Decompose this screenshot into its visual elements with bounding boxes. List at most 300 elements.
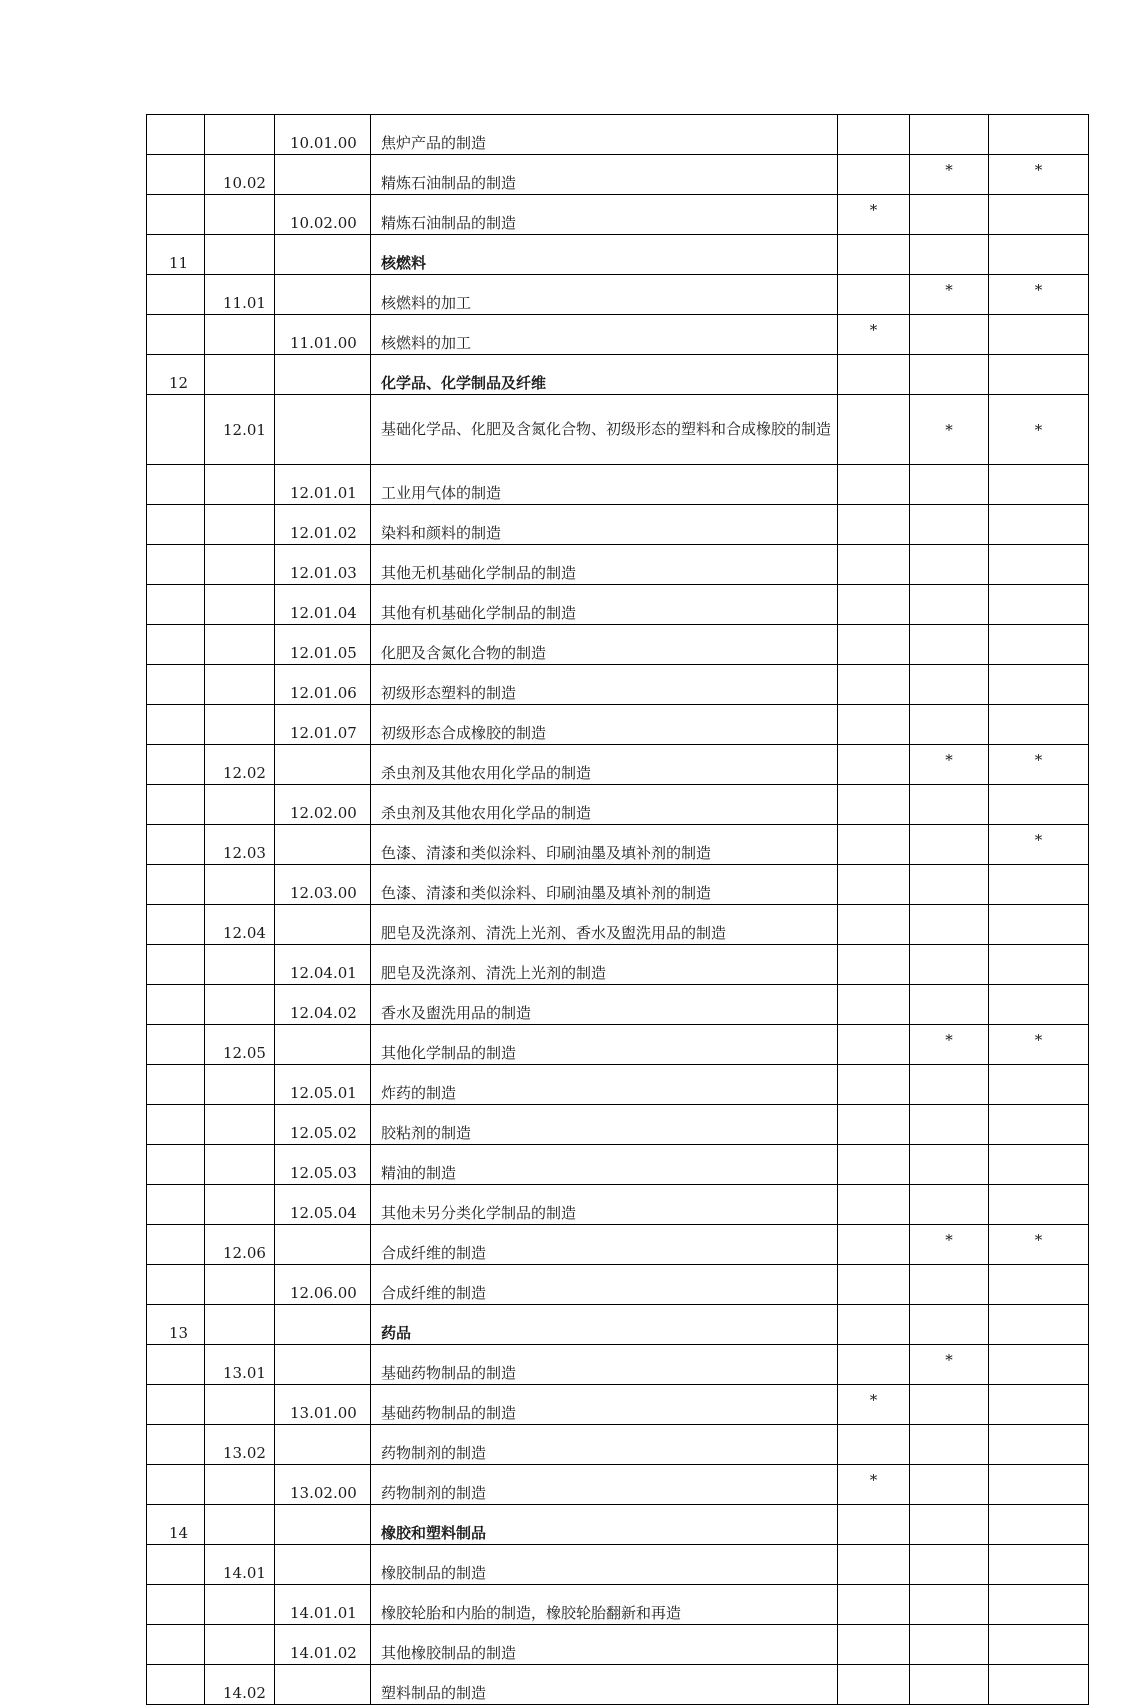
table-row — [147, 665, 1089, 705]
code-level2-cell: 12.03 — [205, 825, 275, 865]
mark-col3-cell — [989, 1585, 1089, 1625]
code-level1-cell — [147, 745, 205, 785]
table-row — [147, 115, 1089, 155]
code-level3-cell — [275, 1345, 371, 1385]
category-name-cell: 胶粘剂的制造 — [371, 1105, 838, 1145]
category-name-cell: 化肥及含氮化合物的制造 — [371, 625, 838, 665]
table-row — [147, 545, 1089, 585]
category-name-cell: 肥皂及洗涤剂、清洗上光剂、香水及盥洗用品的制造 — [371, 905, 838, 945]
code-level2-cell — [205, 985, 275, 1025]
category-name-cell: 染料和颜料的制造 — [371, 505, 838, 545]
code-level2-cell — [205, 1305, 275, 1345]
mark-col3-cell — [989, 355, 1089, 395]
mark-col2-cell — [910, 825, 989, 865]
mark-col2-cell — [910, 585, 989, 625]
code-level2-cell: 12.05 — [205, 1025, 275, 1065]
mark-col1-cell — [838, 235, 910, 275]
mark-col3-cell — [989, 865, 1089, 905]
code-level2-cell — [205, 1185, 275, 1225]
code-level2-cell — [205, 1105, 275, 1145]
mark-col1-cell — [838, 465, 910, 505]
industry-classification-table — [146, 114, 1089, 1705]
code-level3-cell: 13.01.00 — [275, 1385, 371, 1425]
code-level2-cell: 13.02 — [205, 1425, 275, 1465]
mark-col1-cell — [838, 585, 910, 625]
code-level2-cell — [205, 945, 275, 985]
mark-col2-cell — [910, 115, 989, 155]
mark-col2-cell — [910, 705, 989, 745]
code-level2-cell — [205, 115, 275, 155]
code-level1-cell — [147, 865, 205, 905]
code-level1-cell: 12 — [147, 355, 205, 395]
mark-col3-cell — [989, 1105, 1089, 1145]
table-row — [147, 825, 1089, 865]
table-row — [147, 1665, 1089, 1705]
code-level1-cell — [147, 1265, 205, 1305]
mark-col3-cell — [989, 1345, 1089, 1385]
table-row — [147, 905, 1089, 945]
mark-col2-cell — [910, 315, 989, 355]
mark-col1-cell — [838, 1065, 910, 1105]
code-level3-cell — [275, 1305, 371, 1345]
table-row — [147, 355, 1089, 395]
table-row — [147, 1545, 1089, 1585]
code-level3-cell — [275, 355, 371, 395]
table-row — [147, 625, 1089, 665]
table-row — [147, 1305, 1089, 1345]
code-level3-cell: 10.01.00 — [275, 115, 371, 155]
mark-col3-cell — [989, 585, 1089, 625]
category-name-cell: 塑料制品的制造 — [371, 1665, 838, 1705]
mark-col3-cell — [989, 545, 1089, 585]
code-level1-cell — [147, 465, 205, 505]
code-level2-cell: 12.01 — [205, 395, 275, 465]
table-row — [147, 945, 1089, 985]
mark-col2-cell — [910, 785, 989, 825]
category-name-cell: 工业用气体的制造 — [371, 465, 838, 505]
table-row — [147, 1105, 1089, 1145]
code-level3-cell — [275, 1545, 371, 1585]
code-level3-cell — [275, 235, 371, 275]
category-name-cell: 药品 — [371, 1305, 838, 1345]
mark-col2-cell — [910, 1505, 989, 1545]
table-row — [147, 315, 1089, 355]
code-level1-cell — [147, 1185, 205, 1225]
mark-col2-cell: * — [910, 275, 989, 315]
mark-col2-cell: * — [910, 745, 989, 785]
mark-col2-cell — [910, 905, 989, 945]
code-level1-cell: 11 — [147, 235, 205, 275]
code-level2-cell — [205, 355, 275, 395]
mark-col3-cell — [989, 625, 1089, 665]
category-name-cell: 色漆、清漆和类似涂料、印刷油墨及填补剂的制造 — [371, 865, 838, 905]
code-level2-cell — [205, 1585, 275, 1625]
mark-col2-cell — [910, 1465, 989, 1505]
mark-col2-cell — [910, 1305, 989, 1345]
code-level1-cell — [147, 705, 205, 745]
code-level2-cell: 12.02 — [205, 745, 275, 785]
mark-col2-cell — [910, 1625, 989, 1665]
code-level3-cell: 13.02.00 — [275, 1465, 371, 1505]
code-level3-cell: 12.01.06 — [275, 665, 371, 705]
mark-col2-cell — [910, 1585, 989, 1625]
code-level1-cell — [147, 155, 205, 195]
mark-col3-cell — [989, 1545, 1089, 1585]
category-name-cell: 核燃料的加工 — [371, 275, 838, 315]
mark-col1-cell: * — [838, 195, 910, 235]
mark-col1-cell: * — [838, 1465, 910, 1505]
mark-col1-cell — [838, 745, 910, 785]
table-row — [147, 985, 1089, 1025]
mark-col1-cell — [838, 1625, 910, 1665]
code-level2-cell: 14.01 — [205, 1545, 275, 1585]
table-row — [147, 395, 1089, 465]
code-level1-cell — [147, 1145, 205, 1185]
mark-col3-cell — [989, 235, 1089, 275]
code-level2-cell — [205, 625, 275, 665]
code-level2-cell — [205, 585, 275, 625]
code-level1-cell — [147, 1385, 205, 1425]
mark-col1-cell — [838, 945, 910, 985]
mark-col3-cell: * — [989, 1225, 1089, 1265]
mark-col3-cell — [989, 1305, 1089, 1345]
table-row — [147, 1145, 1089, 1185]
code-level3-cell: 12.04.02 — [275, 985, 371, 1025]
mark-col1-cell — [838, 1505, 910, 1545]
code-level3-cell: 12.01.05 — [275, 625, 371, 665]
mark-col1-cell — [838, 1145, 910, 1185]
mark-col1-cell — [838, 1545, 910, 1585]
mark-col2-cell: * — [910, 395, 989, 465]
code-level1-cell — [147, 275, 205, 315]
code-level3-cell: 12.01.03 — [275, 545, 371, 585]
code-level1-cell — [147, 625, 205, 665]
code-level3-cell — [275, 1225, 371, 1265]
mark-col1-cell — [838, 1225, 910, 1265]
mark-col3-cell — [989, 1425, 1089, 1465]
code-level2-cell: 12.04 — [205, 905, 275, 945]
code-level2-cell: 12.06 — [205, 1225, 275, 1265]
category-name-cell: 橡胶和塑料制品 — [371, 1505, 838, 1545]
code-level2-cell: 10.02 — [205, 155, 275, 195]
code-level1-cell — [147, 1425, 205, 1465]
mark-col3-cell — [989, 1385, 1089, 1425]
table-row — [147, 1065, 1089, 1105]
table-row — [147, 235, 1089, 275]
category-name-cell: 香水及盥洗用品的制造 — [371, 985, 838, 1025]
mark-col2-cell — [910, 1105, 989, 1145]
mark-col3-cell — [989, 1065, 1089, 1105]
table-row — [147, 155, 1089, 195]
code-level3-cell: 12.05.02 — [275, 1105, 371, 1145]
mark-col1-cell — [838, 705, 910, 745]
mark-col1-cell — [838, 355, 910, 395]
code-level3-cell: 12.05.01 — [275, 1065, 371, 1105]
code-level1-cell — [147, 665, 205, 705]
category-name-cell: 基础药物制品的制造 — [371, 1385, 838, 1425]
mark-col2-cell — [910, 865, 989, 905]
mark-col1-cell — [838, 155, 910, 195]
category-name-cell: 杀虫剂及其他农用化学品的制造 — [371, 745, 838, 785]
code-level3-cell: 14.01.01 — [275, 1585, 371, 1625]
code-level3-cell — [275, 155, 371, 195]
mark-col3-cell: * — [989, 155, 1089, 195]
table-row — [147, 275, 1089, 315]
mark-col3-cell — [989, 985, 1089, 1025]
mark-col3-cell — [989, 465, 1089, 505]
mark-col2-cell — [910, 1545, 989, 1585]
code-level3-cell: 12.05.04 — [275, 1185, 371, 1225]
code-level2-cell — [205, 665, 275, 705]
mark-col2-cell — [910, 355, 989, 395]
category-name-cell: 橡胶轮胎和内胎的制造，橡胶轮胎翻新和再造 — [371, 1585, 838, 1625]
code-level1-cell — [147, 1345, 205, 1385]
mark-col3-cell: * — [989, 745, 1089, 785]
code-level2-cell — [205, 545, 275, 585]
mark-col2-cell — [910, 1425, 989, 1465]
mark-col2-cell — [910, 1265, 989, 1305]
code-level1-cell — [147, 1465, 205, 1505]
table-row — [147, 1025, 1089, 1065]
code-level3-cell — [275, 745, 371, 785]
mark-col3-cell — [989, 905, 1089, 945]
code-level2-cell — [205, 1625, 275, 1665]
code-level1-cell — [147, 985, 205, 1025]
category-name-cell: 精炼石油制品的制造 — [371, 195, 838, 235]
code-level3-cell — [275, 1425, 371, 1465]
code-level2-cell — [205, 505, 275, 545]
mark-col2-cell — [910, 505, 989, 545]
code-level3-cell: 11.01.00 — [275, 315, 371, 355]
table-row — [147, 1465, 1089, 1505]
code-level2-cell — [205, 195, 275, 235]
code-level3-cell: 12.01.07 — [275, 705, 371, 745]
category-name-cell: 化学品、化学制品及纤维 — [371, 355, 838, 395]
mark-col1-cell — [838, 905, 910, 945]
mark-col3-cell: * — [989, 395, 1089, 465]
mark-col3-cell — [989, 1185, 1089, 1225]
code-level1-cell — [147, 1225, 205, 1265]
mark-col2-cell — [910, 1665, 989, 1705]
table-row — [147, 1425, 1089, 1465]
mark-col3-cell — [989, 505, 1089, 545]
code-level1-cell — [147, 1625, 205, 1665]
code-level1-cell — [147, 545, 205, 585]
mark-col2-cell — [910, 1185, 989, 1225]
table-row — [147, 195, 1089, 235]
code-level3-cell — [275, 395, 371, 465]
category-name-cell: 初级形态合成橡胶的制造 — [371, 705, 838, 745]
code-level1-cell — [147, 825, 205, 865]
mark-col1-cell — [838, 1585, 910, 1625]
mark-col1-cell — [838, 505, 910, 545]
category-name-cell: 色漆、清漆和类似涂料、印刷油墨及填补剂的制造 — [371, 825, 838, 865]
table-row — [147, 1265, 1089, 1305]
code-level1-cell — [147, 505, 205, 545]
category-name-cell: 杀虫剂及其他农用化学品的制造 — [371, 785, 838, 825]
code-level3-cell — [275, 825, 371, 865]
code-level1-cell — [147, 905, 205, 945]
table-row — [147, 585, 1089, 625]
mark-col3-cell — [989, 1265, 1089, 1305]
mark-col3-cell — [989, 315, 1089, 355]
category-name-cell: 合成纤维的制造 — [371, 1225, 838, 1265]
code-level2-cell — [205, 315, 275, 355]
mark-col2-cell — [910, 465, 989, 505]
mark-col2-cell — [910, 1385, 989, 1425]
mark-col1-cell: * — [838, 1385, 910, 1425]
mark-col1-cell — [838, 275, 910, 315]
mark-col2-cell — [910, 985, 989, 1025]
table-row — [147, 1385, 1089, 1425]
mark-col3-cell — [989, 785, 1089, 825]
mark-col2-cell — [910, 235, 989, 275]
mark-col3-cell — [989, 1625, 1089, 1665]
category-name-cell: 药物制剂的制造 — [371, 1465, 838, 1505]
mark-col3-cell — [989, 705, 1089, 745]
table-row — [147, 1625, 1089, 1665]
code-level3-cell: 14.01.02 — [275, 1625, 371, 1665]
table-row — [147, 785, 1089, 825]
code-level1-cell — [147, 395, 205, 465]
code-level3-cell: 12.04.01 — [275, 945, 371, 985]
category-name-cell: 基础药物制品的制造 — [371, 1345, 838, 1385]
table-row — [147, 745, 1089, 785]
mark-col1-cell — [838, 1665, 910, 1705]
mark-col1-cell — [838, 545, 910, 585]
mark-col1-cell — [838, 825, 910, 865]
code-level3-cell — [275, 275, 371, 315]
mark-col1-cell — [838, 1345, 910, 1385]
table-row — [147, 1225, 1089, 1265]
mark-col3-cell — [989, 1665, 1089, 1705]
mark-col3-cell — [989, 1465, 1089, 1505]
mark-col3-cell — [989, 195, 1089, 235]
code-level2-cell: 11.01 — [205, 275, 275, 315]
code-level2-cell: 13.01 — [205, 1345, 275, 1385]
mark-col1-cell — [838, 1265, 910, 1305]
table-row — [147, 1585, 1089, 1625]
mark-col2-cell: * — [910, 1345, 989, 1385]
code-level3-cell — [275, 1025, 371, 1065]
code-level3-cell: 12.01.02 — [275, 505, 371, 545]
category-name-cell: 橡胶制品的制造 — [371, 1545, 838, 1585]
code-level3-cell: 10.02.00 — [275, 195, 371, 235]
code-level2-cell — [205, 1465, 275, 1505]
mark-col3-cell: * — [989, 275, 1089, 315]
code-level3-cell — [275, 1665, 371, 1705]
category-name-cell: 其他有机基础化学制品的制造 — [371, 585, 838, 625]
mark-col1-cell — [838, 1105, 910, 1145]
mark-col1-cell — [838, 1025, 910, 1065]
code-level1-cell — [147, 1025, 205, 1065]
mark-col2-cell — [910, 195, 989, 235]
table-row — [147, 1505, 1089, 1545]
table-body — [147, 115, 1089, 1705]
mark-col1-cell — [838, 1185, 910, 1225]
code-level2-cell — [205, 1265, 275, 1305]
code-level2-cell — [205, 1385, 275, 1425]
mark-col3-cell — [989, 945, 1089, 985]
code-level1-cell — [147, 785, 205, 825]
mark-col2-cell: * — [910, 155, 989, 195]
mark-col2-cell: * — [910, 1025, 989, 1065]
table-row — [147, 865, 1089, 905]
category-name-cell: 精油的制造 — [371, 1145, 838, 1185]
code-level1-cell — [147, 1585, 205, 1625]
code-level1-cell — [147, 585, 205, 625]
mark-col1-cell: * — [838, 315, 910, 355]
mark-col1-cell — [838, 115, 910, 155]
code-level2-cell — [205, 1065, 275, 1105]
category-name-cell: 合成纤维的制造 — [371, 1265, 838, 1305]
mark-col1-cell — [838, 625, 910, 665]
mark-col1-cell — [838, 785, 910, 825]
mark-col3-cell: * — [989, 825, 1089, 865]
code-level3-cell: 12.05.03 — [275, 1145, 371, 1185]
mark-col2-cell: * — [910, 1225, 989, 1265]
code-level1-cell — [147, 1065, 205, 1105]
code-level1-cell — [147, 1105, 205, 1145]
table-row — [147, 465, 1089, 505]
code-level2-cell: 14.02 — [205, 1665, 275, 1705]
mark-col3-cell: * — [989, 1025, 1089, 1065]
category-name-cell: 基础化学品、化肥及含氮化合物、初级形态的塑料和合成橡胶的制造 — [371, 395, 838, 465]
code-level1-cell — [147, 195, 205, 235]
code-level1-cell — [147, 945, 205, 985]
code-level3-cell: 12.06.00 — [275, 1265, 371, 1305]
mark-col2-cell — [910, 625, 989, 665]
mark-col2-cell — [910, 945, 989, 985]
code-level2-cell — [205, 465, 275, 505]
code-level1-cell: 14 — [147, 1505, 205, 1545]
category-name-cell: 药物制剂的制造 — [371, 1425, 838, 1465]
code-level2-cell — [205, 1145, 275, 1185]
category-name-cell: 其他化学制品的制造 — [371, 1025, 838, 1065]
table-row — [147, 1185, 1089, 1225]
category-name-cell: 核燃料 — [371, 235, 838, 275]
mark-col2-cell — [910, 545, 989, 585]
mark-col1-cell — [838, 395, 910, 465]
code-level2-cell — [205, 1505, 275, 1545]
mark-col3-cell — [989, 1505, 1089, 1545]
mark-col3-cell — [989, 1145, 1089, 1185]
category-name-cell: 其他橡胶制品的制造 — [371, 1625, 838, 1665]
mark-col1-cell — [838, 1305, 910, 1345]
code-level3-cell: 12.01.01 — [275, 465, 371, 505]
category-name-cell: 精炼石油制品的制造 — [371, 155, 838, 195]
code-level1-cell — [147, 1545, 205, 1585]
category-name-cell: 其他未另分类化学制品的制造 — [371, 1185, 838, 1225]
code-level3-cell — [275, 1505, 371, 1545]
mark-col3-cell — [989, 665, 1089, 705]
mark-col3-cell — [989, 115, 1089, 155]
code-level2-cell — [205, 785, 275, 825]
code-level3-cell — [275, 905, 371, 945]
code-level2-cell — [205, 705, 275, 745]
mark-col2-cell — [910, 1145, 989, 1185]
mark-col2-cell — [910, 1065, 989, 1105]
code-level2-cell — [205, 865, 275, 905]
category-name-cell: 核燃料的加工 — [371, 315, 838, 355]
code-level1-cell — [147, 315, 205, 355]
category-name-cell: 肥皂及洗涤剂、清洗上光剂的制造 — [371, 945, 838, 985]
mark-col1-cell — [838, 665, 910, 705]
mark-col1-cell — [838, 1425, 910, 1465]
category-name-cell: 初级形态塑料的制造 — [371, 665, 838, 705]
code-level1-cell: 13 — [147, 1305, 205, 1345]
code-level1-cell — [147, 115, 205, 155]
